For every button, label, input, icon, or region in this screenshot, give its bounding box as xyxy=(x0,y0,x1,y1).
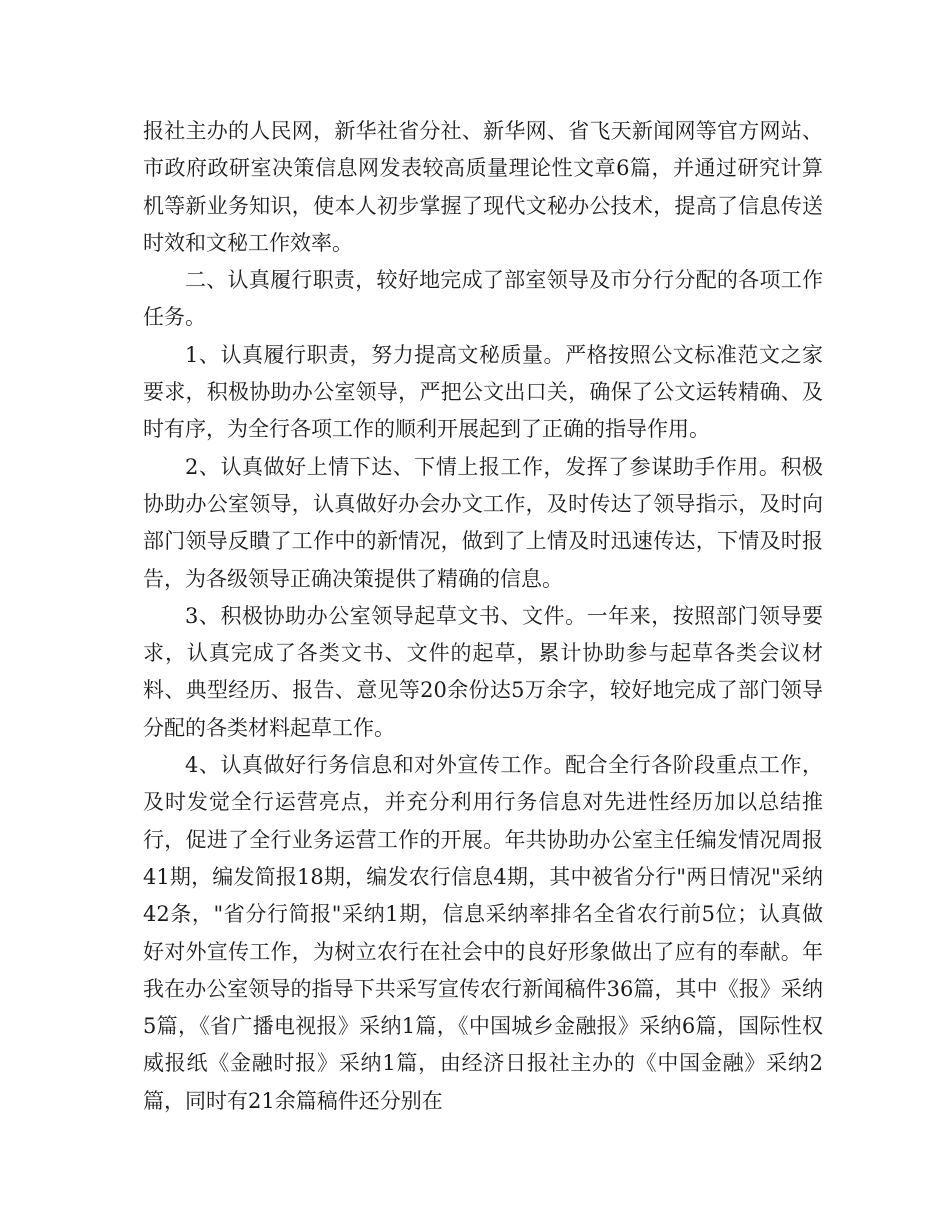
document-body xyxy=(143,113,823,1120)
paragraph-3: 1、认真履行职责，努力提高文秘质量。严格按照公文标准范文之家要求，积极协助办公室领导，严把公文出口关，确保了公文运转精确、及时有序，为全行各项工作的顺利开展起到了正确的指导作用。 xyxy=(143,342,823,442)
paragraph-5: 3、积极协助办公室领导起草文书、文件。一年来，按照部门领导要求，认真完成了各类文书、文件的起草，累计协助参与起草各类会议材料、典型经历、报告、意见等20余份达5万余字，较好地完成了部门领导分配的各类材料起草工作。 xyxy=(143,603,823,740)
paragraph-6: 4、认真做好行务信息和对外宣传工作。配合全行各阶段重点工作，及时发觉全行运营亮点，并充分利用行务信息对先进性经历加以总结推行，促进了全行业务运营工作的开展。年共协助办公室主任编发情况周报41期，编发简报18期，编发农行信息4期，其中被省分行"两日情况"采纳42条，"省分行简报"采纳1期，信息采纳率排名全省农行前5位；认真做好对外宣传工作，为树立农行在社会中的良好形象做出了应有的奉献。年我在办公室领导的指导下共采写宣传农行新闻稿件36篇，其中《报》采纳5篇，《省广播电视报》采纳1篇，《中国城乡金融报》采纳6篇，国际性权威报纸《金融时报》采纳1篇，由经济日报社主办的《中国金融》采纳2篇，同时有21余篇稿件还分别在 xyxy=(143,753,823,1113)
paragraph-2: 二、认真履行职责，较好地完成了部室领导及市分行分配的各项工作任务。 xyxy=(143,268,823,330)
paragraph-4: 2、认真做好上情下达、下情上报工作，发挥了参谋助手作用。积极协助办公室领导，认真做好办会办文工作，及时传达了领导指示，及时向部门领导反瞶了工作中的新情况，做到了上情及时迅速传达，下情及时报告，为各级领导正确决策提供了精确的信息。 xyxy=(143,454,823,591)
paragraph-1: 报社主办的人民网，新华社省分社、新华网、省飞天新闻网等官方网站、市政府政研室决策信息网发表较高质量理论性文章6篇，并通过研究计算机等新业务知识，使本人初步掌握了现代文秘办公技术，提高了信息传送时效和文秘工作效率。 xyxy=(143,119,823,255)
